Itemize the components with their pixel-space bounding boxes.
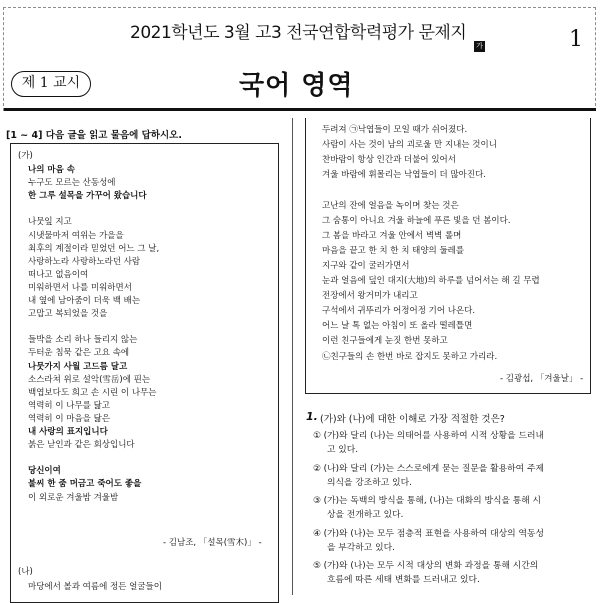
poem-line: 겨울 바람에 휘몰리는 낙엽들이 더 많아진다. (322, 170, 487, 181)
poem-line: 눈과 얼음에 덮인 대지(大地)의 하루를 넘어서는 해 길 무렵 (322, 276, 540, 286)
poem-line: 나의 마음 속 (28, 165, 75, 175)
column-divider (292, 118, 293, 595)
poem-line: 사람이 사는 것이 남의 괴로울 만 지내는 것이니 (322, 140, 497, 151)
poem-line: 최후의 계절이라 믿었던 어느 그 날, (28, 243, 160, 254)
answer-option-continued: 의식을 강조하고 있다. (327, 477, 412, 488)
passage-a-label: (가) (18, 151, 33, 161)
poem-line: 이런 친구들에게 눈짓 한번 못하고 (322, 336, 448, 347)
poem-line: 구석에서 귀뚜리가 어정어정 기어 나온다. (322, 306, 476, 317)
subject-title: 국어 영역 (239, 71, 354, 101)
poem-line: 이 외로운 겨울밤 겨울밤 (28, 492, 119, 503)
answer-option: ① (가)와 달리 (나)는 의태어를 사용하여 시적 상황을 드러내 (313, 431, 544, 441)
period-badge: 제 1 교시 (11, 71, 91, 97)
passage-a-source: - 김남조, 「설목(雪木)」 - (163, 538, 262, 548)
passage-b-source: - 김광섭, 「겨울날」 - (500, 374, 584, 384)
passage-box-left (10, 143, 279, 603)
poem-line: 당신이여 (28, 466, 61, 477)
question-text: (가)와 (나)에 대한 이해로 가장 적절한 것은? (320, 414, 505, 425)
header-rule (4, 108, 596, 111)
poem-line: 사랑하노라 사랑하노라던 사람 (28, 256, 141, 267)
poem-line: 미워하면서 나를 미워하면서 (28, 282, 132, 293)
answer-option-continued: 상을 전개하고 있다. (327, 510, 404, 520)
poem-line: 붉은 낟인과 같은 회상입니다 (28, 440, 135, 451)
answer-option: ② (나)와 달리 (가)는 스스로에게 묻는 질문을 활용하여 주제 (313, 463, 544, 474)
passage-b-label: (나) (18, 567, 33, 577)
poem-line: 불씨 한 줌 머금고 죽어도 좋을 (28, 479, 142, 490)
answer-option: ④ (가)와 (나)는 모두 점층적 표현을 사용하여 대상의 역동성 (313, 528, 544, 539)
poem-line: 누구도 모르는 산동성에 (28, 178, 116, 189)
poem-line: 어느 날 톡 없는 아침이 또 올라 떨레틀면 (322, 321, 473, 332)
page-number: 1 (569, 27, 583, 52)
poem-line: 찬바람이 항상 인간과 더불어 있어서 (322, 155, 456, 166)
poem-line: 내 사랑의 표지입니다 (28, 427, 108, 437)
poem-line: 마당에서 볼과 여름에 정든 얼굴들이 (28, 582, 162, 592)
poem-line: 두터운 침묵 같은 고요 속에 (28, 348, 130, 359)
answer-option-continued: 고 있다. (327, 445, 359, 455)
poem-line: ㉡친구들의 손 한번 바로 잡지도 못하고 가리라. (322, 351, 498, 362)
answer-option-continued: 을 부각하고 있다. (327, 542, 395, 553)
poem-line: 역력히 이 나무를 닮고 (28, 400, 111, 411)
answer-option: ③ (가)는 독백의 방식을 통해, (나)는 대화의 방식을 통해 시 (313, 496, 542, 506)
exam-type-mark: 가 (474, 41, 485, 52)
poem-line: 한 그루 설목을 가꾸어 왔습니다 (28, 191, 147, 202)
poem-line: 들박을 소리 하나 들리지 않는 (28, 335, 138, 346)
poem-line: 지구와 같이 굴러가면서 (322, 260, 410, 271)
poem-line: 마음을 끝고 한 치 한 치 태양의 둘레를 (322, 245, 465, 256)
question-number: 1. (306, 410, 318, 423)
poem-line: 시냇물마저 여위는 가을을 (28, 230, 124, 241)
poem-line: 내 옆에 남아줌이 더욱 백 배는 (28, 296, 141, 306)
poem-line: 떠나고 없음이여 (28, 269, 89, 280)
poem-line: 나뭇잎 지고 (28, 217, 72, 228)
answer-option: ⑤ (가)와 (나)는 모두 시적 대상의 변화 과정을 통해 시간의 (313, 561, 539, 571)
poem-line: 고맙고 복되었을 것을 (28, 309, 108, 320)
poem-line: 그 봄을 바라고 겨울 안에서 벽벽 롤며 (322, 230, 462, 241)
poem-line: 백엽보다도 희고 손 시린 이 나무는 (28, 387, 157, 398)
poem-line: 나뭇가지 사월 고드름 달고 (28, 361, 128, 372)
poem-line: 그 숨통이 아니요 겨울 하늘에 푸른 빛을 던 봄이다. (322, 215, 511, 226)
answer-option-continued: 흐름에 따른 세태 변화를 드러내고 있다. (327, 575, 480, 585)
poem-line: 역력히 이 마음을 닮은 (28, 413, 111, 424)
exam-title: 2021학년도 3월 고3 전국연합학력평가 문제지 (130, 23, 467, 43)
poem-line: 전장에서 왕거미가 내리고 (322, 291, 418, 302)
poem-line: 두려져 ㉠낙엽들이 모일 때가 쉬어졌다. (322, 125, 468, 135)
poem-line: 고난의 잔에 얼음을 녹이며 찾는 것은 (322, 200, 459, 211)
question-instruction: [1 ~ 4] 다음 글을 읽고 물음에 답하시오. (6, 130, 182, 141)
poem-line: 소스라쳐 위로 설악(雪岳)에 핀는 (28, 374, 151, 385)
